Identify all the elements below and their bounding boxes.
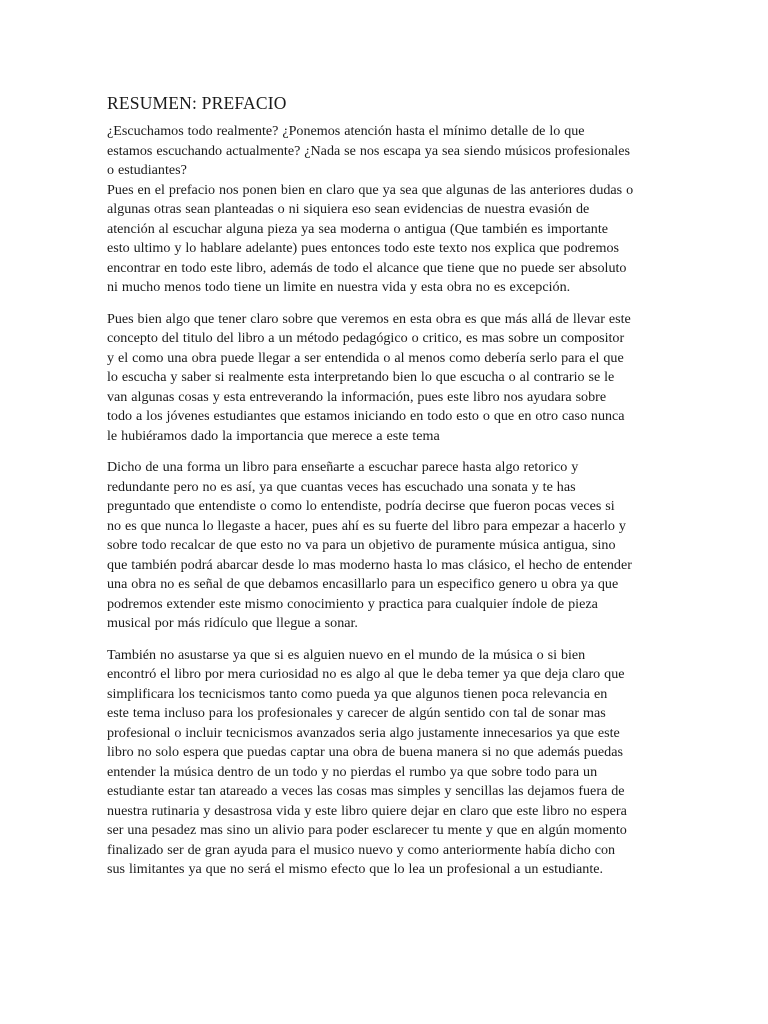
text-line: o estudiantes? [107, 162, 187, 178]
text-line: Pues en el prefacio nos ponen bien en claro que ya sea que algunas de las anteriores dudas o [107, 181, 634, 198]
text-line: libro no solo espera que puedas captar una obra de buena manera si no que además puedas [107, 744, 623, 760]
text-line: esto ultimo y lo hablare adelante) pues entonces todo este texto nos explica que podremos [107, 240, 620, 256]
text-line: entender la música dentro de un todo y no pierdas el rumbo ya que sobre todo para un [107, 763, 598, 780]
text-line: y el como una obra puede llegar a ser entendida o al menos como debería serlo para el que [107, 349, 624, 366]
text-line: musical por más ridículo que llegue a sonar. [107, 615, 358, 631]
paragraph-1 [107, 122, 663, 298]
document-body [107, 92, 663, 892]
text-line: atención al escuchar alguna pieza ya sea moderna o antigua (Que también es importante [107, 220, 609, 237]
text-line: estamos escuchando actualmente? ¿Nada se nos escapa ya sea siendo músicos profesionales [107, 142, 630, 159]
text-line: ser una pesadez mas sino un alivio para poder esclarecer tu mente y que en algún momento [107, 822, 627, 838]
text-line: todo a los jóvenes estudiantes que estamos iniciando en todo esto o que en otro caso nunca [107, 408, 625, 424]
text-line: sus limitantes ya que no será el mismo efecto que lo lea un profesional a un estudiante. [107, 861, 604, 877]
text-line: Pues bien algo que tener claro sobre que veremos en esta obra es que más allá de llevar este [107, 310, 631, 327]
text-line: que también podrá abarcar desde lo mas moderno hasta lo mas clásico, el hecho de entender [107, 556, 632, 573]
text-line: le hubiéramos dado la importancia que merece a este tema [107, 427, 440, 444]
text-line: concepto del titulo del libro a un método pedagógico o critico, es mas sobre un compositor [107, 330, 625, 346]
text-line: ¿Escuchamos todo realmente? ¿Ponemos atención hasta el mínimo detalle de lo que [107, 123, 585, 139]
text-line: redundante pero no es así, ya que cuantas veces has escuchado una sonata y te has [107, 478, 576, 495]
text-line: podremos extender este mismo conocimiento y practica para cualquier índole de pieza [107, 595, 598, 612]
text-line: lo escucha y saber si realmente esta interpretando bien lo que escucha o al contrario se le [107, 369, 615, 385]
text-line: algunas otras sean planteadas o ni siquiera eso sean evidencias de nuestra evasión de [107, 201, 590, 217]
text-line: preguntado que entendiste o como lo entendiste, podría decirse que fueron pocas veces si [107, 498, 615, 514]
text-line: no es que nunca lo llegaste a hacer, pues ahí es su fuerte del libro para empezar a hacerlo y [107, 517, 626, 534]
text-line: sobre todo recalcar de que esto no va para un objetivo de puramente música antigua, sino [107, 537, 616, 553]
paragraph-4 [107, 646, 663, 880]
text-line: este tema incluso para los profesionales y carecer de algún sentido con tal de sonar mas [107, 705, 606, 721]
text-line: una obra no es señal de que debamos encasillarlo para un especifico genero u obra ya que [107, 576, 619, 592]
paragraph-3 [107, 458, 663, 634]
text-line: profesional o incluir tecnicismos avanzados seria algo justamente innecesarios ya que este [107, 724, 620, 741]
text-line: Dicho de una forma un libro para enseñarte a escuchar parece hasta algo retorico y [107, 459, 579, 475]
text-line: encontrar en todo este libro, además de todo el alcance que tiene que no puede ser absoluto [107, 259, 627, 276]
text-line: simplificara los tecnicismos tanto como pueda ya que algunos tienen poca relevancia en [107, 685, 608, 702]
text-line: finalizado ser de gran ayuda para el musico nuevo y como anteriormente había dicho con [107, 841, 616, 858]
text-line: nuestra rutinaria y desastrosa vida y este libro quiere dejar en claro que este libro no espera [107, 802, 627, 819]
text-line: van algunas cosas y esta entreverando la información, pues este libro nos ayudara sobre [107, 388, 607, 405]
text-line: También no asustarse ya que si es alguien nuevo en el mundo de la música o si bien [107, 646, 586, 663]
text-line: estudiante estar tan atareado a veces las cosas mas simples y sencillas las dejamos fuera de [107, 783, 625, 799]
text-line: ni mucho menos todo tiene un limite en nuestra vida y esta obra no es excepción. [107, 279, 571, 295]
text-line: encontró el libro por mera curiosidad no es algo al que le deba temer ya que deja claro que [107, 666, 625, 682]
document-title: RESUMEN: PREFACIO [107, 93, 287, 113]
paragraph-2 [107, 310, 663, 447]
